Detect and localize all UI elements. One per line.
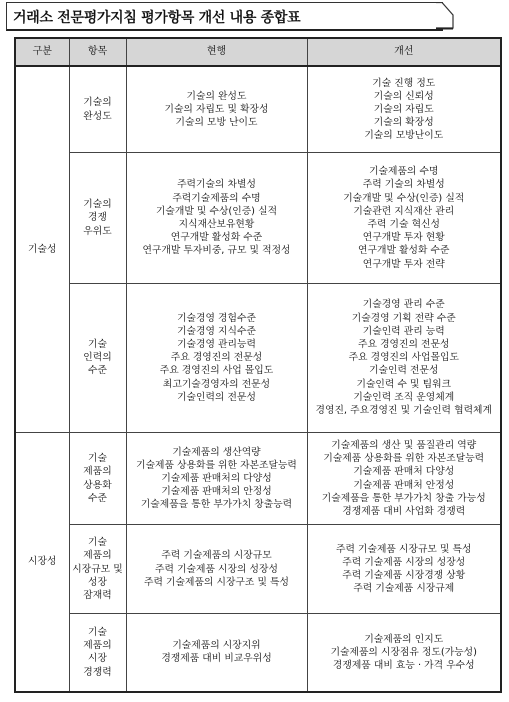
item-cell bbox=[69, 153, 126, 284]
item-line: 제품의 bbox=[83, 640, 112, 652]
header-current: 현행 bbox=[126, 38, 307, 66]
current-line: 주력기술의 차별성 bbox=[177, 179, 256, 191]
current-line: 기술경영 관리능력 bbox=[177, 339, 256, 351]
table-row bbox=[15, 525, 501, 614]
item-line: 기술 bbox=[88, 627, 107, 639]
improved-line: 기술인력 관리 능력 bbox=[362, 325, 445, 337]
current-line: 주요 경영진의 전문성 bbox=[170, 352, 263, 364]
improved-line: 주력 기술의 차별성 bbox=[362, 179, 445, 191]
current-line: 기술의 완성도 bbox=[186, 90, 247, 102]
table-body bbox=[15, 66, 501, 692]
header-item: 항목 bbox=[69, 38, 126, 66]
title-corner-decoration bbox=[436, 2, 454, 30]
item-line: 인력의 bbox=[83, 352, 112, 364]
item-line: 수준 bbox=[88, 365, 107, 377]
item-line: 기술의 bbox=[83, 97, 112, 109]
improved-cell bbox=[307, 66, 501, 153]
current-line: 주력 기술제품의 시장규모 bbox=[161, 550, 272, 562]
improved-line: 기술 진행 정도 bbox=[372, 77, 436, 89]
item-cell bbox=[69, 613, 126, 692]
current-line: 최고기술경영자의 전문성 bbox=[162, 378, 271, 390]
item-cell bbox=[69, 66, 126, 153]
improved-line: 경쟁제품 대비 효능 · 가격 우수성 bbox=[332, 660, 475, 672]
item-line: 우위도 bbox=[83, 225, 112, 237]
item-line: 시장 bbox=[88, 653, 107, 665]
improved-line: 기술의 모방난이도 bbox=[364, 130, 444, 142]
current-line: 기술제품의 생산역량 bbox=[172, 446, 261, 458]
item-line: 경쟁 bbox=[88, 212, 107, 224]
current-line: 기술의 자립도 및 확장성 bbox=[164, 103, 269, 115]
item-line: 시장규모 및 bbox=[72, 563, 123, 575]
current-line: 주요 경영진의 사업 몰입도 bbox=[159, 365, 274, 377]
improved-line: 경영진, 주요경영진 및 기술인력 협력체계 bbox=[315, 405, 492, 417]
table-row bbox=[15, 66, 501, 153]
comparison-table bbox=[14, 37, 502, 693]
current-line: 경쟁제품 대비 비교우위성 bbox=[161, 653, 272, 665]
improved-line: 주력 기술제품 시장의 성장성 bbox=[342, 556, 466, 568]
current-cell bbox=[126, 432, 307, 525]
improved-line: 기술제품 판매처 안정성 bbox=[353, 479, 455, 491]
current-line: 기술인력의 전문성 bbox=[177, 391, 256, 403]
improved-cell bbox=[307, 613, 501, 692]
item-line: 완성도 bbox=[83, 110, 112, 122]
improved-line: 기술제품 판매처 다양성 bbox=[353, 466, 455, 478]
improved-line: 기술경영 관리 수준 bbox=[362, 299, 445, 311]
item-line: 기술 bbox=[88, 453, 107, 465]
improved-line: 기술의 확장성 bbox=[373, 117, 434, 129]
improved-cell bbox=[307, 525, 501, 614]
item-line: 기술 bbox=[88, 537, 107, 549]
improved-line: 기술경영 기획 전략 수준 bbox=[351, 312, 456, 324]
current-line: 기술제품의 시장지위 bbox=[172, 640, 261, 652]
table-row bbox=[15, 153, 501, 284]
improved-line: 기술제품을 통한 부가가치 창출 가능성 bbox=[321, 492, 486, 504]
improved-line: 연구개발 투자 현황 bbox=[362, 232, 445, 244]
category-cell: 시장성 bbox=[15, 432, 69, 692]
item-line: 제품의 bbox=[83, 550, 112, 562]
improved-cell bbox=[307, 153, 501, 284]
item-line: 잠재력 bbox=[83, 589, 112, 601]
header-improved: 개선 bbox=[307, 38, 501, 66]
category-cell: 기술성 bbox=[15, 66, 69, 432]
item-line: 수준 bbox=[88, 492, 107, 504]
improved-line: 경쟁제품 대비 사업화 경쟁력 bbox=[342, 506, 466, 517]
improved-line: 주요 경영진의 사업몰입도 bbox=[348, 352, 459, 364]
improved-cell bbox=[307, 432, 501, 525]
current-cell bbox=[126, 283, 307, 432]
title-box bbox=[6, 2, 443, 31]
current-line: 연구개발 투자비중, 규모 및 적정성 bbox=[142, 245, 291, 257]
header-category: 구분 bbox=[15, 38, 69, 66]
table-row bbox=[15, 613, 501, 692]
current-cell bbox=[126, 613, 307, 692]
current-line: 기술개발 및 수상(인증) 실적 bbox=[155, 205, 278, 217]
improved-line: 기술의 자립도 bbox=[373, 103, 434, 115]
current-line: 주력 기술제품 시장의 성장성 bbox=[155, 563, 278, 575]
item-line: 제품의 bbox=[83, 466, 112, 478]
table-row bbox=[15, 432, 501, 525]
improved-cell bbox=[307, 283, 501, 432]
current-line: 기술제품 상용화를 위한 자본조달능력 bbox=[136, 459, 297, 471]
current-line: 지식재산보유현황 bbox=[178, 218, 255, 230]
current-line: 기술경영 지식수준 bbox=[177, 325, 256, 337]
improved-line: 기술개발 및 수상(인증) 실적 bbox=[343, 192, 465, 204]
improved-line: 주력 기술제품 시장규모 및 특성 bbox=[336, 543, 472, 555]
improved-line: 기술관련 지식재산 관리 bbox=[353, 205, 455, 217]
improved-line: 기술인력 수 및 팀워크 bbox=[356, 378, 452, 390]
improved-line: 주력 기술제품 시장경쟁 상황 bbox=[342, 570, 466, 582]
current-cell bbox=[126, 153, 307, 284]
item-line: 경쟁력 bbox=[83, 666, 112, 678]
improved-line: 기술의 신뢰성 bbox=[373, 90, 434, 102]
current-line: 기술제품 판매처의 안정성 bbox=[161, 486, 272, 498]
current-line: 주력 기술제품의 시장구조 및 특성 bbox=[144, 576, 289, 588]
improved-line: 연구개발 활성화 수준 bbox=[358, 245, 450, 257]
improved-line: 기술제품의 생산 및 품질관리 역량 bbox=[331, 439, 477, 451]
item-cell bbox=[69, 432, 126, 525]
table-row bbox=[15, 283, 501, 432]
item-cell bbox=[69, 525, 126, 614]
table-header-row bbox=[15, 38, 501, 66]
current-cell bbox=[126, 525, 307, 614]
improved-line: 주력 기술 혁신성 bbox=[367, 218, 440, 230]
improved-line: 기술인력 전문성 bbox=[369, 365, 439, 377]
current-cell bbox=[126, 66, 307, 153]
page-title: 거래소 전문평가지침 평가항목 개선 내용 종합표 bbox=[13, 10, 301, 26]
item-line: 성장 bbox=[88, 576, 107, 588]
improved-line: 기술제품의 수명 bbox=[369, 166, 439, 178]
improved-line: 기술인력 조직 운영체계 bbox=[353, 391, 455, 403]
item-line: 기술의 bbox=[83, 199, 112, 211]
current-line: 기술제품 판매처의 다양성 bbox=[161, 473, 272, 484]
improved-line: 기술제품의 시장점유 정도(가능성) bbox=[330, 646, 477, 658]
improved-line: 주력 기술제품 시장규제 bbox=[353, 583, 455, 595]
current-line: 연구개발 활성화 수준 bbox=[170, 232, 263, 244]
current-line: 기술제품을 통한 부가가치 창출능력 bbox=[140, 499, 293, 511]
improved-line: 연구개발 투자 전략 bbox=[362, 258, 445, 270]
current-line: 주력기술제품의 수명 bbox=[172, 192, 261, 204]
current-line: 기술경영 경험수준 bbox=[177, 312, 256, 324]
improved-line: 기술제품 상용화를 위한 자본조달능력 bbox=[323, 453, 485, 465]
improved-line: 기술제품의 인지도 bbox=[364, 633, 444, 645]
item-line: 상용화 bbox=[83, 479, 112, 491]
current-line: 기술의 모방 난이도 bbox=[175, 117, 258, 129]
improved-line: 주요 경영진의 전문성 bbox=[358, 339, 450, 351]
item-line: 기술 bbox=[88, 339, 107, 351]
item-cell bbox=[69, 283, 126, 432]
